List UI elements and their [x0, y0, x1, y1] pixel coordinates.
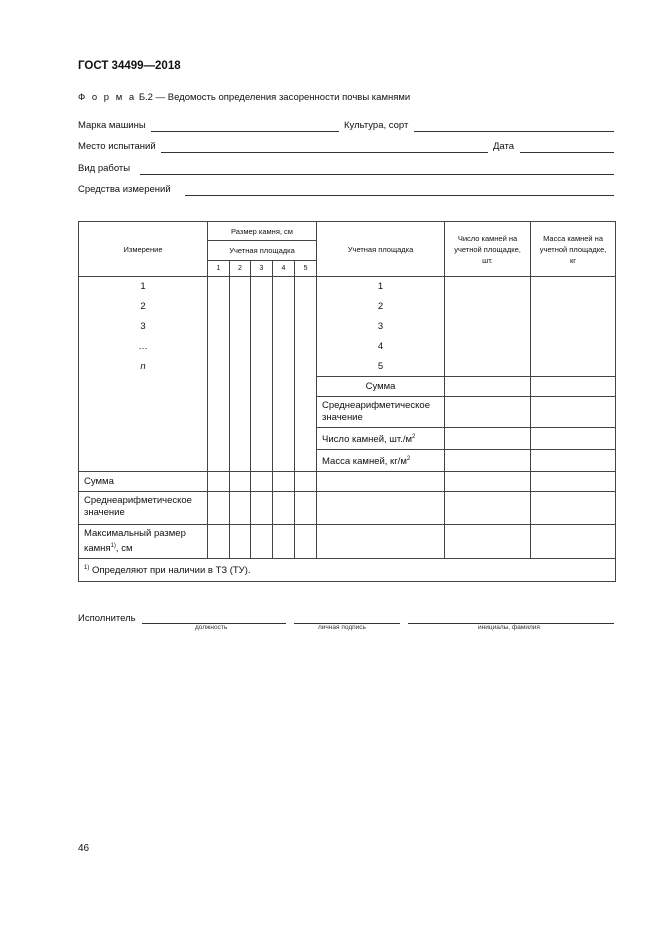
initials-caption: инициалы, фамилия — [478, 624, 540, 631]
crop-variety-label: Культура, сорт — [344, 120, 409, 131]
size-cell[interactable] — [208, 472, 230, 492]
footnote-mark: 1) — [84, 565, 90, 572]
mass-per-m2-sup: 2 — [406, 456, 411, 463]
plot-number-3: 3 — [251, 261, 273, 277]
measurement-row: … — [138, 341, 148, 352]
work-type-line[interactable] — [140, 174, 614, 175]
bottom-mean-label: Среднеарифметическое значение — [79, 492, 208, 525]
size-cell[interactable] — [273, 277, 295, 472]
bottom-sum-label: Сумма — [79, 472, 208, 492]
measurement-row: 1 — [140, 281, 146, 292]
size-cell[interactable] — [208, 525, 230, 559]
form-title-text: Б.2 — Ведомость определения засоренности почвы камнями — [138, 92, 411, 103]
count-cell[interactable] — [445, 492, 531, 525]
size-cell[interactable] — [273, 472, 295, 492]
page-number: 46 — [78, 843, 90, 854]
size-cell[interactable] — [251, 492, 273, 525]
crop-variety-line[interactable] — [414, 131, 614, 132]
plot-cell[interactable] — [317, 472, 445, 492]
header-stone-mass: Масса камней на учетной площадке, кг — [531, 222, 616, 277]
count-per-m2-text: Число камней, шт./м — [322, 434, 413, 446]
count-cell[interactable] — [445, 525, 531, 559]
header-plot: Учетная площадка — [317, 222, 445, 277]
plot-row: 2 — [377, 301, 384, 312]
footnote — [79, 559, 616, 581]
size-cell[interactable] — [230, 525, 251, 559]
size-cell[interactable] — [230, 492, 251, 525]
size-cell[interactable] — [295, 277, 317, 472]
plot-row: 5 — [377, 361, 384, 372]
machine-brand-label: Марка машины — [78, 120, 146, 131]
standard-number: ГОСТ 34499—2018 — [78, 60, 181, 72]
mass-cell[interactable] — [531, 492, 616, 525]
machine-brand-line[interactable] — [151, 131, 339, 132]
size-cell[interactable] — [295, 492, 317, 525]
max-size-unit: , см — [115, 543, 133, 555]
footnote-text: Определяют при наличии в ТЗ (ТУ). — [91, 565, 251, 577]
header-measurement: Измерение — [79, 222, 208, 277]
count-cell[interactable] — [445, 472, 531, 492]
form-title — [78, 92, 410, 103]
plot-number-2: 2 — [230, 261, 251, 277]
signature-caption: личная подпись — [318, 624, 366, 631]
count-cell[interactable] — [445, 397, 531, 428]
mass-cell[interactable] — [531, 428, 616, 450]
stone-table — [78, 221, 616, 582]
measuring-tools-label: Средства измерений — [78, 184, 171, 195]
measurement-row: 3 — [140, 321, 146, 332]
max-size-sup: 1) — [110, 543, 116, 550]
plot-number-4: 4 — [273, 261, 295, 277]
size-cell[interactable] — [251, 277, 273, 472]
size-cell[interactable] — [273, 492, 295, 525]
header-stone-size: Размер камня, см — [208, 222, 317, 241]
size-cell[interactable] — [273, 525, 295, 559]
plot-row: 3 — [377, 321, 384, 332]
test-place-label: Место испытаний — [78, 141, 156, 152]
size-cell[interactable] — [208, 277, 230, 472]
mass-cell[interactable] — [531, 277, 616, 377]
date-label: Дата — [493, 141, 515, 152]
count-cell[interactable] — [445, 377, 531, 397]
executor-label: Исполнитель — [78, 613, 136, 624]
plot-number-5: 5 — [295, 261, 317, 277]
mass-cell[interactable] — [531, 450, 616, 472]
date-line[interactable] — [520, 152, 614, 153]
position-caption: должность — [195, 624, 228, 631]
plot-cell[interactable] — [317, 492, 445, 525]
count-cell[interactable] — [445, 428, 531, 450]
plot-mean-label: Среднеарифметическое значение — [317, 397, 445, 428]
count-cell[interactable] — [445, 277, 531, 377]
plot-row: 1 — [377, 281, 384, 292]
measurement-row: n — [140, 361, 146, 372]
measuring-tools-line[interactable] — [185, 195, 614, 196]
plot-sum-label: Сумма — [317, 377, 445, 397]
max-size-label — [79, 525, 208, 559]
plot-row: 4 — [377, 341, 384, 352]
size-cell[interactable] — [230, 472, 251, 492]
plot-number-1: 1 — [208, 261, 230, 277]
measurement-row: 2 — [140, 301, 146, 312]
form-word: Ф о р м а — [78, 92, 137, 103]
mass-per-m2-label — [317, 450, 445, 472]
count-per-m2-label — [317, 428, 445, 450]
size-cell[interactable] — [251, 525, 273, 559]
header-plot-sub: Учетная площадка — [208, 241, 317, 261]
header-stone-count: Число камней на учетной площадке, шт. — [445, 222, 531, 277]
mass-cell[interactable] — [531, 472, 616, 492]
mass-cell[interactable] — [531, 397, 616, 428]
plot-list — [317, 277, 445, 377]
test-place-line[interactable] — [161, 152, 488, 153]
size-cell[interactable] — [230, 277, 251, 472]
mass-cell[interactable] — [531, 525, 616, 559]
mass-cell[interactable] — [531, 377, 616, 397]
count-per-m2-sup: 2 — [412, 434, 416, 440]
size-cell[interactable] — [295, 472, 317, 492]
work-type-label: Вид работы — [78, 163, 131, 174]
mass-per-m2-text: Масса камней, кг/м — [322, 456, 407, 468]
max-size-text: Максимальный размер камня — [84, 528, 186, 555]
size-cell[interactable] — [208, 492, 230, 525]
count-cell[interactable] — [445, 450, 531, 472]
size-cell[interactable] — [295, 525, 317, 559]
measurement-list — [79, 277, 208, 472]
size-cell[interactable] — [251, 472, 273, 492]
plot-cell[interactable] — [317, 525, 445, 559]
